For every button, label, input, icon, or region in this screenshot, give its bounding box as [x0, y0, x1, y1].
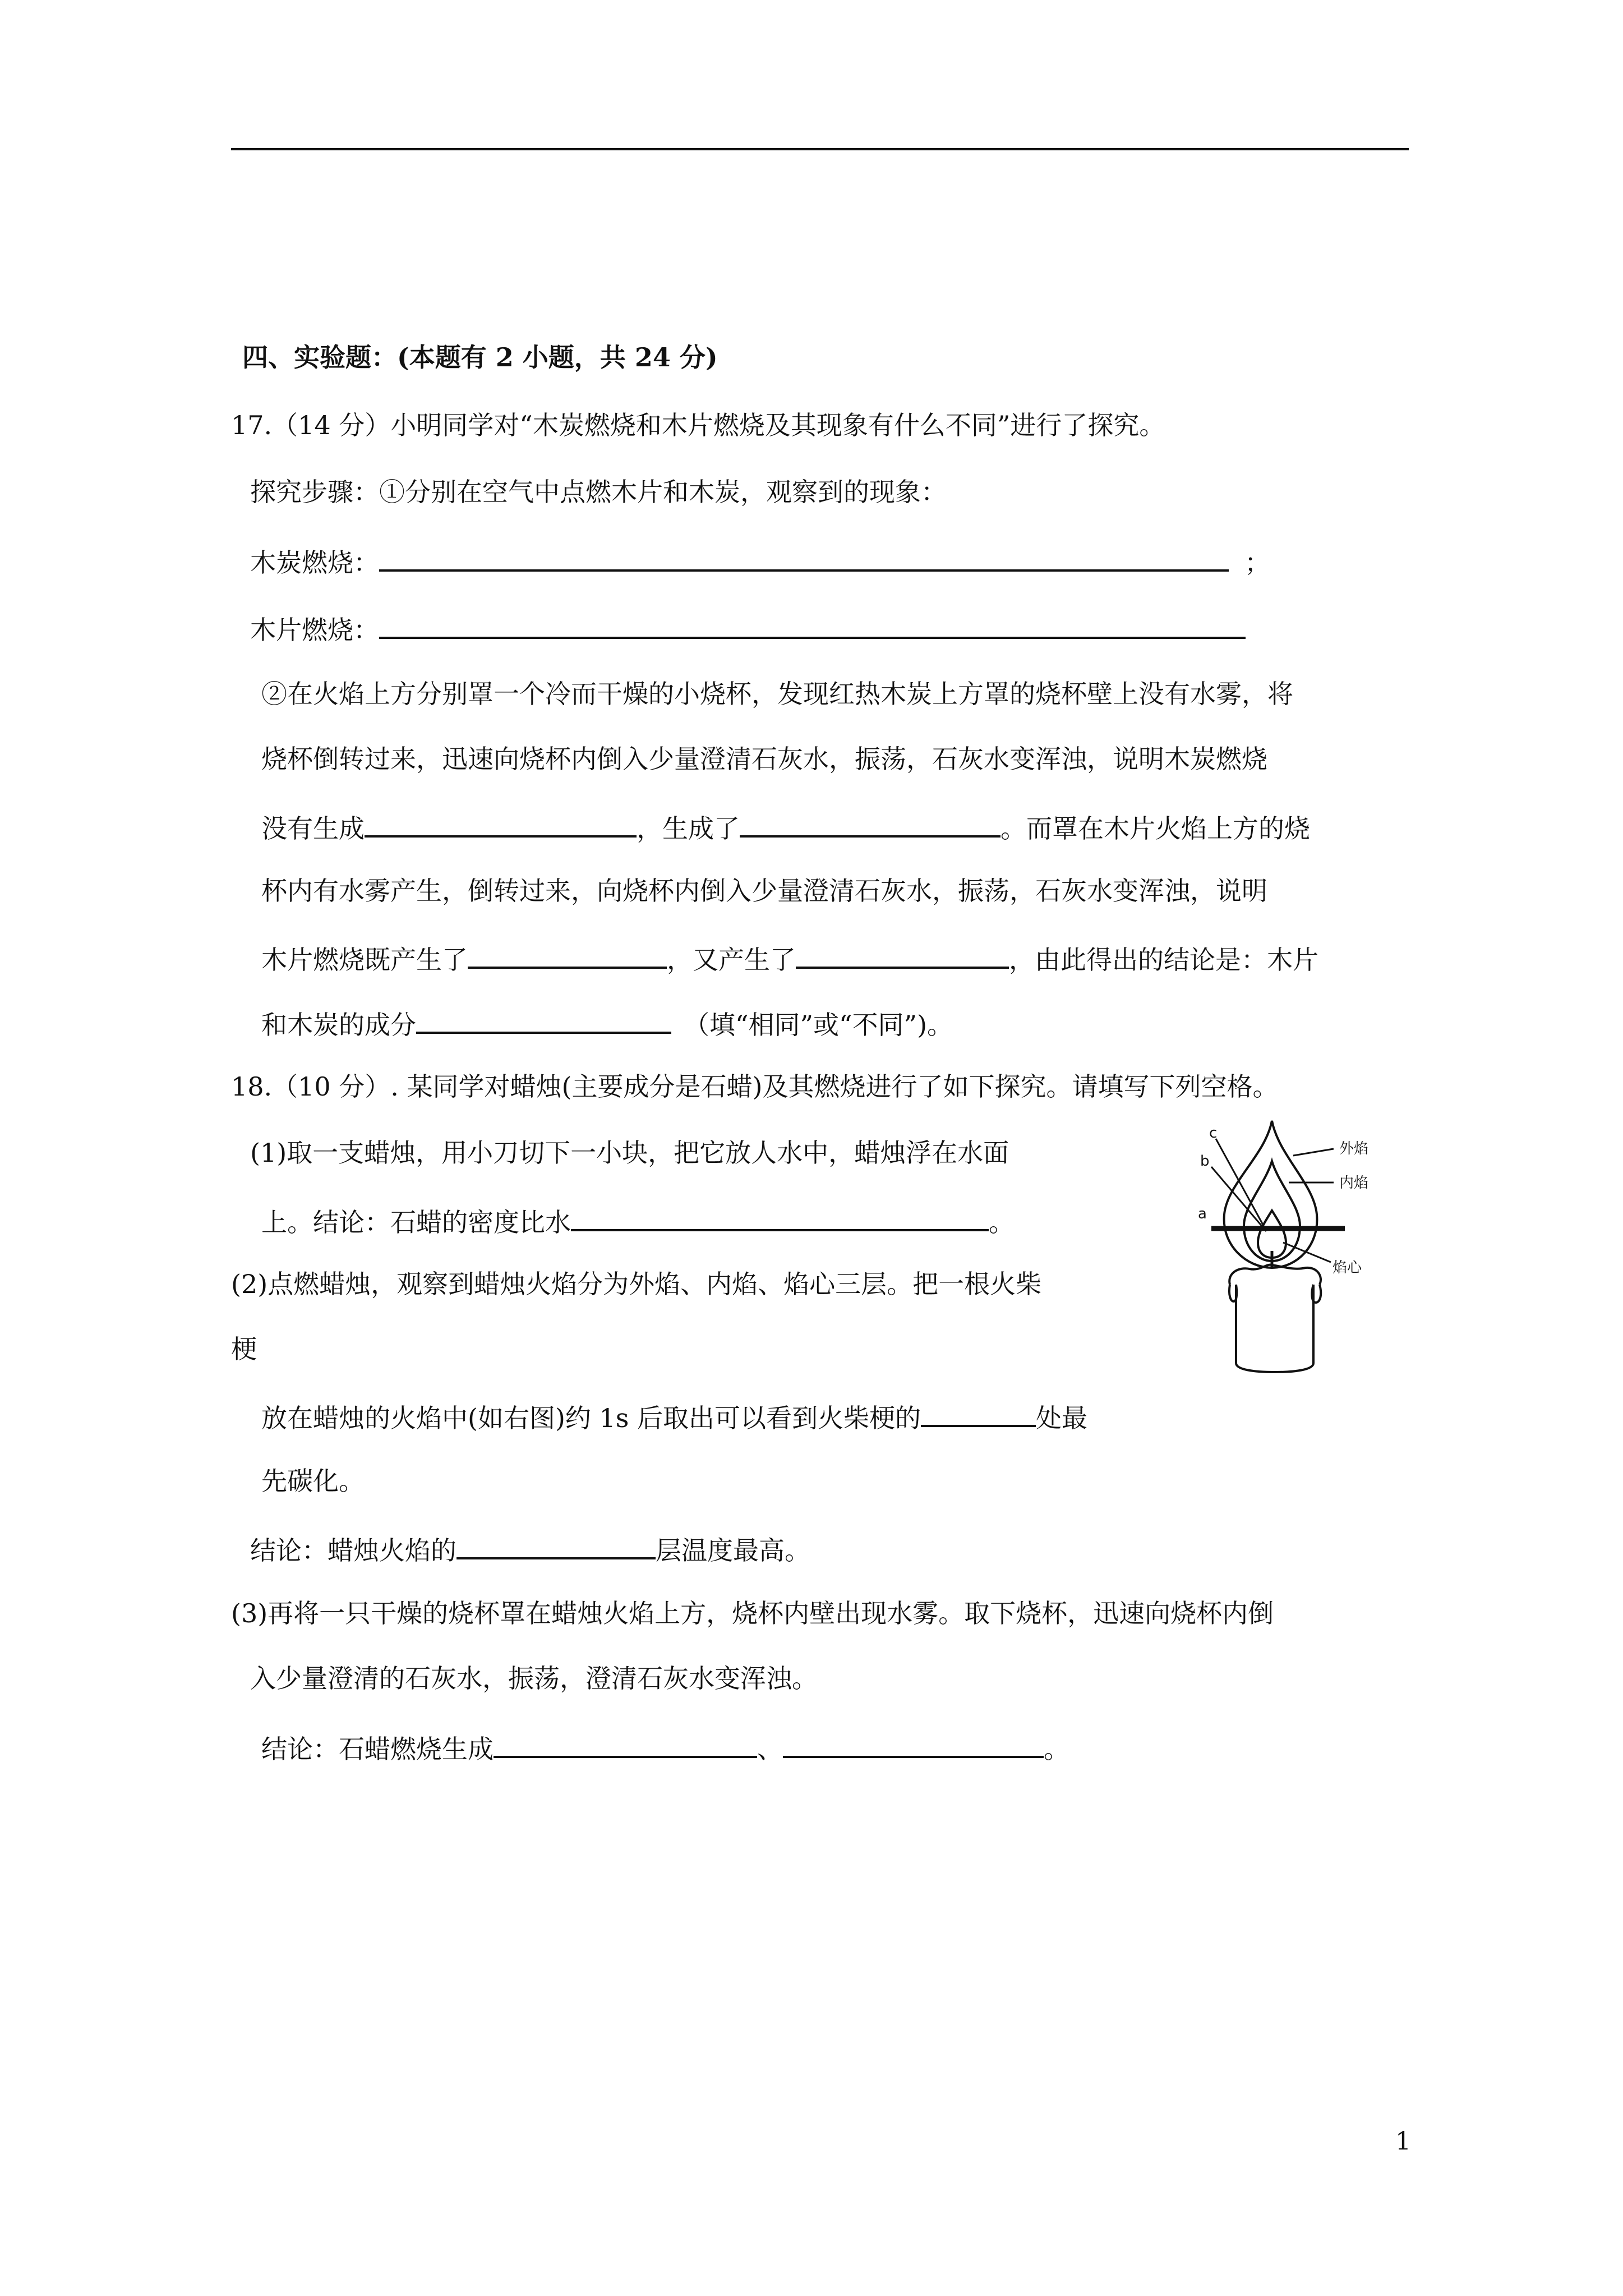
section-title: 四、实验题：(本题有 2 小题，共 24 分)	[242, 342, 718, 372]
candle-body-shape	[1236, 1285, 1313, 1372]
leader-outer	[1293, 1149, 1334, 1156]
q17-text-generated: ，生成了	[637, 813, 740, 844]
label-flame-core: 焰心	[1332, 1259, 1362, 1276]
q17-step2-line6	[261, 1005, 953, 1042]
q18-blank-density[interactable]	[571, 1202, 989, 1231]
flame-core-shape	[1258, 1211, 1286, 1258]
q18-part2-line4: 先碳化。	[261, 1466, 365, 1496]
q18-text-flame: 结论：蜡烛火焰的	[250, 1535, 457, 1566]
q17-text-wood-produced: 木片燃烧既产生了	[261, 945, 468, 975]
q18-heading: 18.（10 分）. 某同学对蜡烛(主要成分是石蜡)及其燃烧进行了如下探究。请填写下列空格。	[231, 1071, 1279, 1102]
q17-blank-produced[interactable]	[740, 808, 1000, 838]
q18-part2-line3	[261, 1398, 1087, 1435]
q18-part3-line1: (3)再将一只干燥的烧杯罩在蜡烛火焰上方，烧杯内壁出现水雾。取下烧杯，迅速向烧杯内倒	[231, 1598, 1274, 1628]
header-rule	[231, 148, 1409, 150]
q18-part2-line1: (2)点燃蜡烛，观察到蜡烛火焰分为外焰、内焰、焰心三层。把一根火柴	[231, 1269, 1042, 1299]
q17-wood-row	[250, 610, 1246, 647]
q17-step2-line2: 烧杯倒转过来，迅速向烧杯内倒入少量澄清石灰水，振荡，石灰水变浑浊，说明木炭燃烧	[261, 744, 1267, 774]
q17-step1: 探究步骤：①分别在空气中点燃木片和木炭，观察到的现象：	[250, 477, 947, 507]
q17-step2-line5	[261, 940, 1318, 977]
q17-wood-blank[interactable]	[379, 610, 1246, 639]
page-number: 1	[1395, 2127, 1411, 2156]
q17-text-composition: 和木炭的成分	[261, 1010, 416, 1040]
q17-text-fill-hint: （填“相同”或“不同”)。	[684, 1010, 953, 1040]
q18-part3-line3	[261, 1729, 1069, 1766]
q17-blank-not-produced[interactable]	[365, 808, 637, 838]
q17-blank-wood-product1[interactable]	[468, 940, 667, 969]
q18-text-density: 上。结论：石蜡的密度比水	[261, 1207, 571, 1237]
q18-text-matchstick: 放在蜡烛的火焰中(如右图)约 1s 后取出可以看到火柴梗的	[261, 1403, 921, 1433]
q17-charcoal-label: 木炭燃烧：	[250, 547, 379, 578]
label-b: b	[1200, 1153, 1210, 1170]
outer-flame-shape	[1224, 1121, 1317, 1268]
q18-text-period1: 。	[989, 1207, 1015, 1237]
label-a: a	[1198, 1205, 1207, 1222]
q18-part2-line2: 梗	[231, 1334, 257, 1364]
q18-blank-hottest-layer[interactable]	[457, 1530, 656, 1559]
q17-blank-composition[interactable]	[416, 1005, 671, 1034]
label-c: c	[1209, 1125, 1218, 1142]
q17-text-conclusion: ，由此得出的结论是：木片	[1009, 945, 1318, 975]
q17-charcoal-blank[interactable]	[379, 542, 1229, 572]
q18-part2-line5	[250, 1530, 810, 1567]
q18-part1-line1: (1)取一支蜡烛，用小刀切下一小块，把它放人水中，蜡烛浮在水面	[250, 1138, 1009, 1168]
label-inner-flame: 内焰	[1339, 1175, 1369, 1191]
q17-step2-line3	[261, 808, 1310, 845]
q18-text-products: 结论：石蜡燃烧生成	[261, 1734, 494, 1764]
q17-text-wood-beaker: 。而罩在木片火焰上方的烧	[1000, 813, 1310, 844]
q17-charcoal-row	[250, 542, 1270, 579]
leader-b	[1211, 1167, 1266, 1231]
q17-text-also-produced: ，又产生了	[667, 945, 796, 975]
q17-charcoal-end: ；	[1244, 547, 1270, 578]
q18-part1-line2	[261, 1202, 1015, 1239]
candle-flame-figure	[1199, 1116, 1418, 1374]
q18-text-separator: 、	[757, 1734, 783, 1764]
label-outer-flame: 外焰	[1339, 1140, 1369, 1157]
q18-part3-line2: 入少量澄清的石灰水，振荡，澄清石灰水变浑浊。	[250, 1663, 818, 1694]
q17-text-no-generate: 没有生成	[261, 813, 365, 844]
q18-text-first: 处最	[1036, 1403, 1088, 1433]
q17-wood-label: 木片燃烧：	[250, 615, 379, 645]
q18-blank-charred-part[interactable]	[921, 1398, 1036, 1427]
q18-blank-product1[interactable]	[494, 1729, 757, 1758]
q18-text-hottest: 层温度最高。	[656, 1535, 810, 1566]
q17-blank-wood-product2[interactable]	[796, 940, 1009, 969]
q18-text-period2: 。	[1044, 1734, 1069, 1764]
q17-heading: 17.（14 分）小明同学对“木炭燃烧和木片燃烧及其现象有什么不同”进行了探究。	[231, 410, 1165, 440]
leader-c	[1216, 1139, 1264, 1226]
q18-blank-product2[interactable]	[783, 1729, 1044, 1758]
q17-step2-line4: 杯内有水雾产生，倒转过来，向烧杯内倒入少量澄清石灰水，振荡，石灰水变浑浊，说明	[261, 876, 1267, 906]
q17-step2-line1: ②在火焰上方分别罩一个冷而干燥的小烧杯，发现红热木炭上方罩的烧杯壁上没有水雾，将	[261, 679, 1293, 709]
